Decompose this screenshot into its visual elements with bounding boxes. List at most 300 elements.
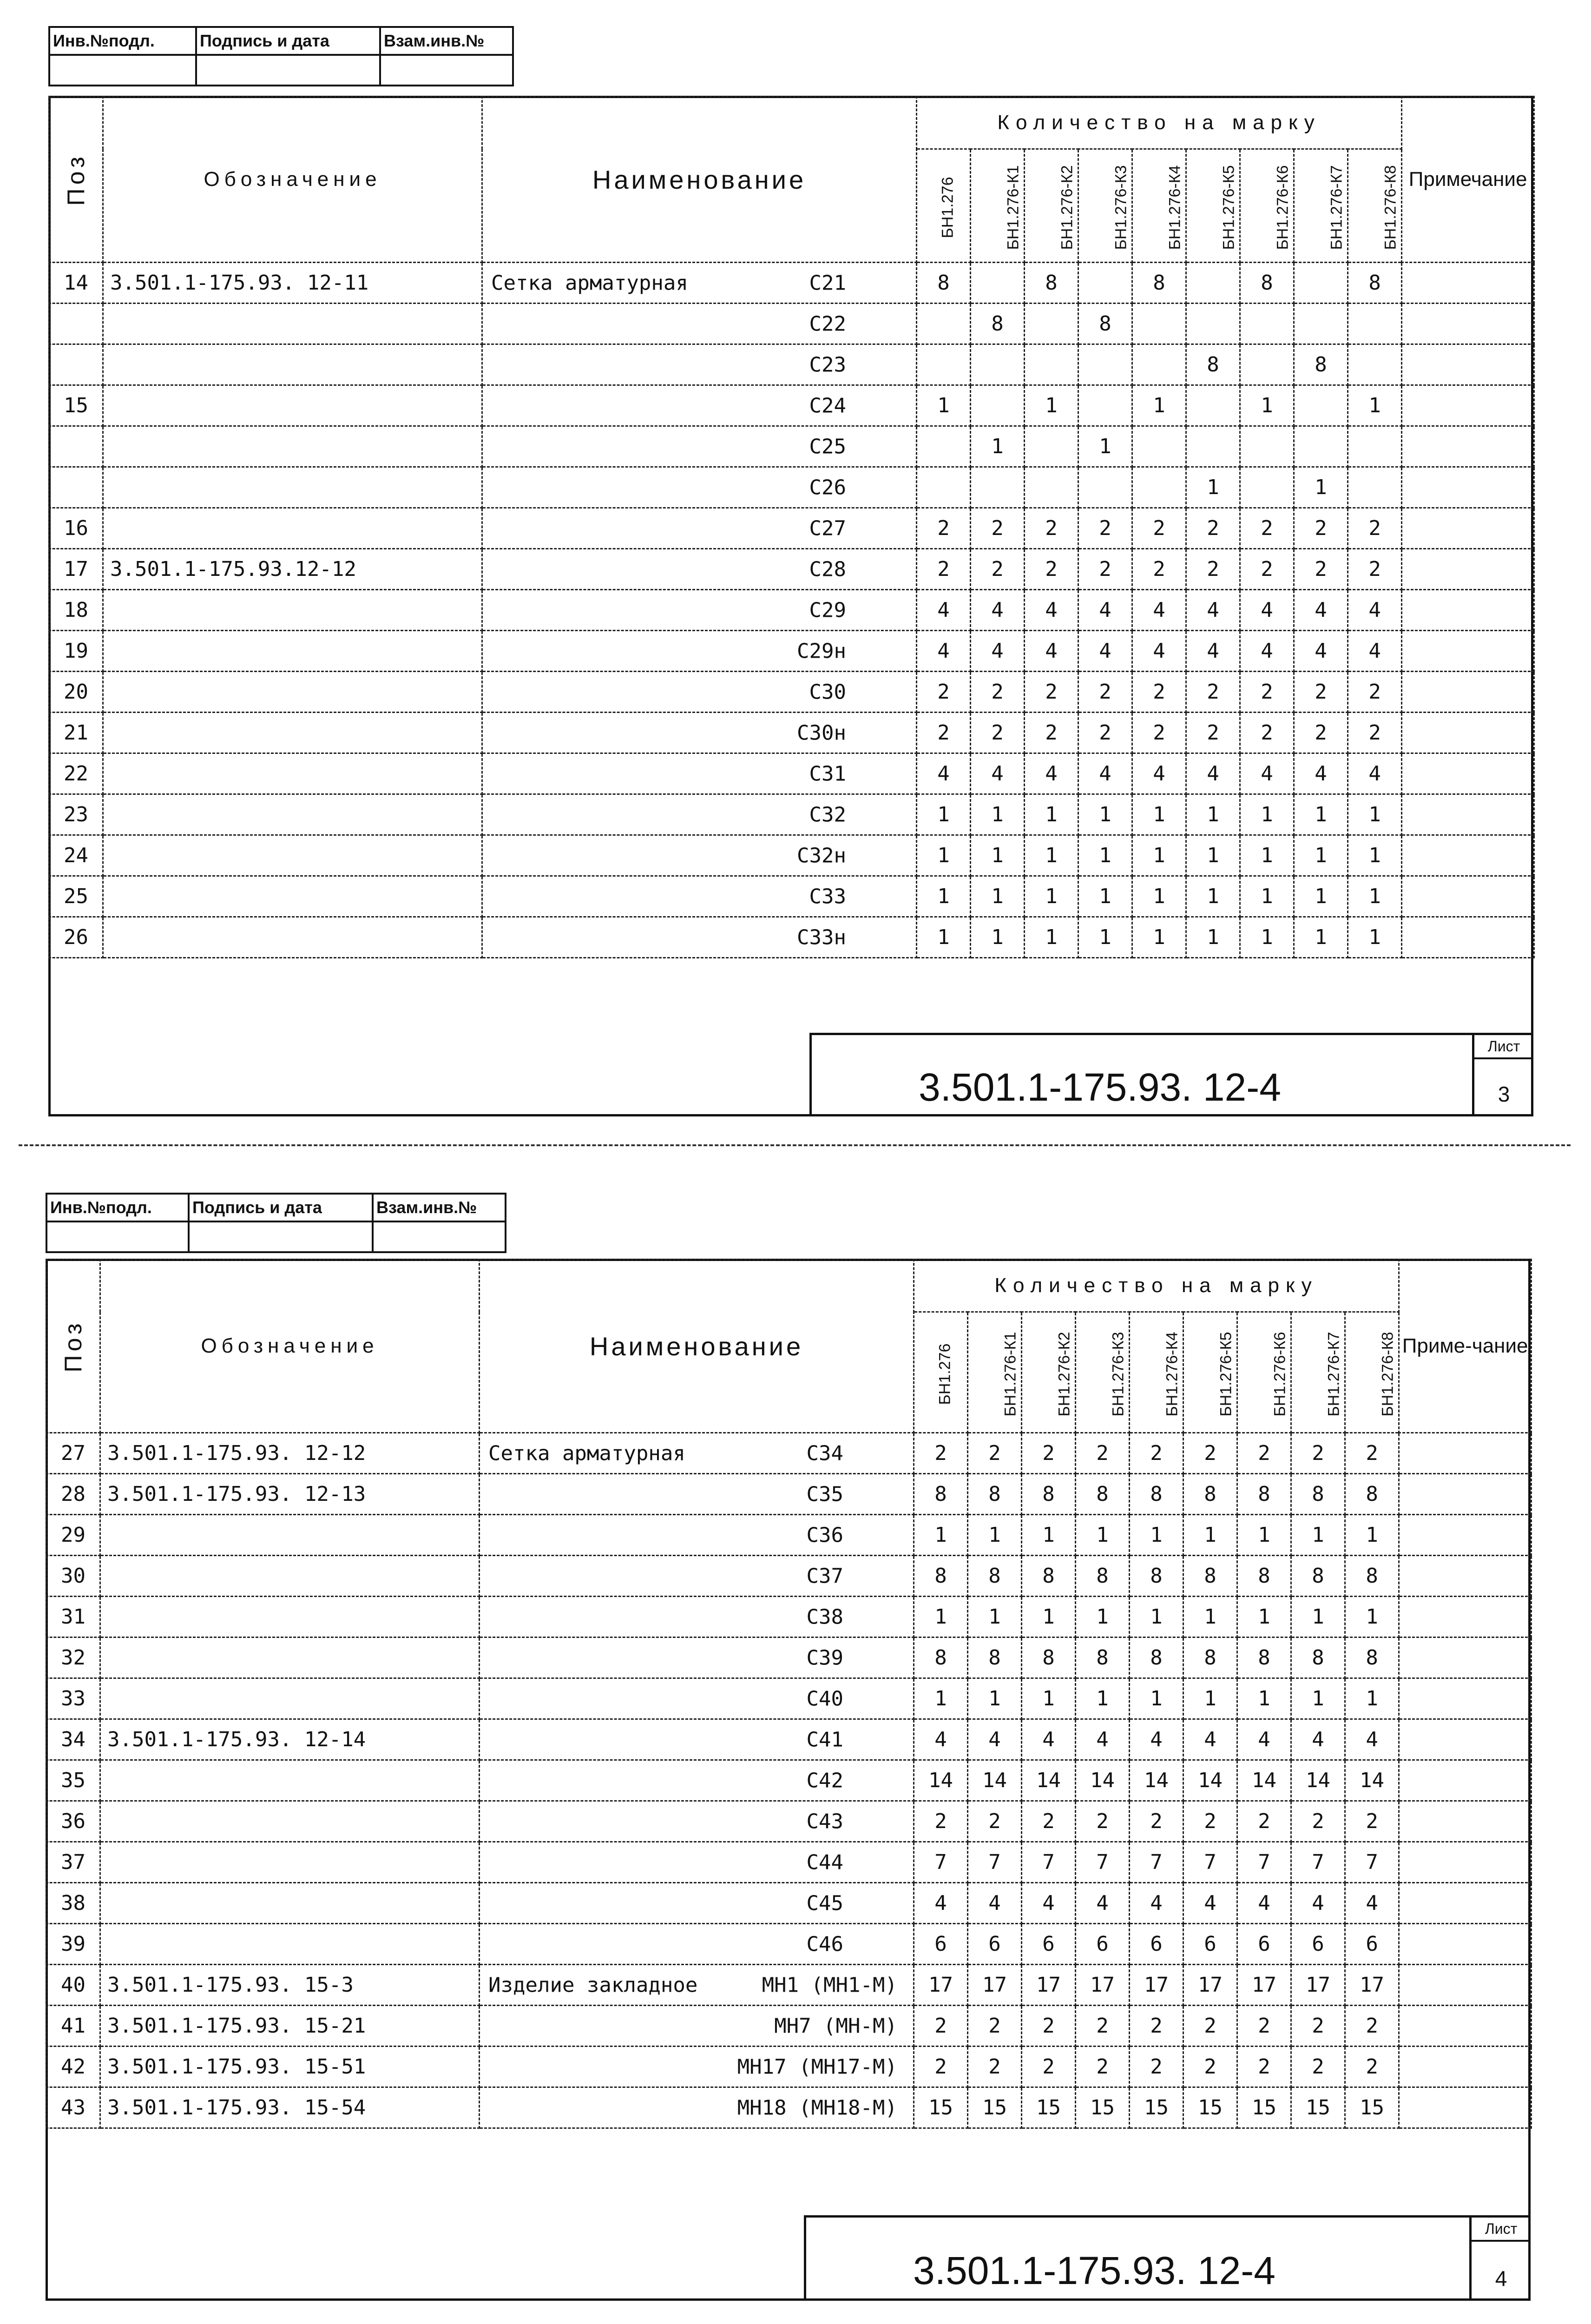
quantity-cell: 1 (917, 917, 971, 958)
item-code: С31 (809, 762, 846, 786)
item-code: С34 (806, 1441, 843, 1465)
mark-header: БН1.276-К2 (1025, 149, 1078, 263)
quantity-cell: 1 (1345, 1597, 1399, 1637)
quantity-cell: 1 (1078, 794, 1132, 835)
note-cell (1399, 1924, 1532, 1965)
quantity-cell: 1 (971, 835, 1025, 876)
quantity-cell (1348, 426, 1402, 467)
note-cell (1402, 631, 1534, 672)
pos-cell: 21 (49, 713, 103, 753)
quantity-cell: 8 (1348, 263, 1402, 304)
item-code: С28 (809, 557, 846, 581)
quantity-cell: 1 (1186, 917, 1240, 958)
designation-cell (100, 1760, 480, 1801)
quantity-cell: 14 (1291, 1760, 1345, 1801)
pos-cell: 15 (49, 385, 103, 426)
quantity-cell: 8 (1240, 263, 1294, 304)
quantity-cell (1240, 344, 1294, 385)
header-pos: Поз (49, 97, 103, 263)
quantity-cell: 14 (1237, 1760, 1291, 1801)
quantity-cell (1186, 263, 1240, 304)
quantity-cell (1240, 304, 1294, 344)
designation-cell (100, 1842, 480, 1883)
table-row (46, 1597, 1532, 1637)
name-cell (482, 753, 917, 794)
table-row (49, 549, 1534, 590)
mark-header: БН1.276-К4 (1130, 1312, 1183, 1433)
item-name: Изделие закладное (488, 1973, 698, 1997)
designation-cell: 3.501.1-175.93. 15-3 (100, 1965, 480, 2006)
note-cell (1402, 590, 1534, 631)
quantity-cell: 2 (1345, 2047, 1399, 2087)
quantity-cell: 4 (1237, 1719, 1291, 1760)
pos-cell: 23 (49, 794, 103, 835)
name-cell (480, 1842, 914, 1883)
name-cell (482, 794, 917, 835)
name-cell (480, 2087, 914, 2128)
quantity-cell: 7 (1022, 1842, 1076, 1883)
quantity-cell: 8 (1078, 304, 1132, 344)
name-cell (482, 344, 917, 385)
item-code: С33н (797, 925, 846, 949)
pos-cell (49, 467, 103, 508)
item-code: С23 (809, 353, 846, 376)
quantity-cell: 1 (1237, 1597, 1291, 1637)
quantity-cell: 4 (914, 1883, 968, 1924)
quantity-cell: 1 (1022, 1597, 1076, 1637)
specification-table (48, 96, 1535, 958)
quantity-cell: 2 (917, 713, 971, 753)
quantity-cell: 1 (917, 794, 971, 835)
quantity-cell: 7 (914, 1842, 968, 1883)
designation-cell (103, 794, 482, 835)
quantity-cell: 4 (1294, 631, 1348, 672)
name-cell (480, 1637, 914, 1678)
quantity-cell: 8 (1183, 1556, 1237, 1597)
mark-header: БН1.276-К5 (1186, 149, 1240, 263)
quantity-cell (1186, 304, 1240, 344)
table-row (49, 385, 1534, 426)
mark-header: БН1.276-К4 (1132, 149, 1186, 263)
quantity-cell: 1 (1291, 1597, 1345, 1637)
quantity-cell: 1 (1186, 876, 1240, 917)
pos-cell: 14 (49, 263, 103, 304)
quantity-cell: 4 (971, 753, 1025, 794)
pos-cell: 26 (49, 917, 103, 958)
quantity-cell: 2 (1348, 713, 1402, 753)
quantity-cell: 1 (917, 835, 971, 876)
quantity-cell (971, 263, 1025, 304)
pos-cell (49, 426, 103, 467)
mark-header: БН1.276-К6 (1237, 1312, 1291, 1433)
quantity-cell: 2 (1078, 672, 1132, 713)
quantity-cell: 8 (968, 1556, 1022, 1597)
note-cell (1402, 835, 1534, 876)
quantity-cell: 8 (968, 1637, 1022, 1678)
mark-header: БН1.276-К5 (1183, 1312, 1237, 1433)
header-quantity: Количество на марку (917, 97, 1402, 149)
quantity-cell: 2 (1022, 1801, 1076, 1842)
quantity-cell (1025, 426, 1078, 467)
quantity-cell: 17 (1345, 1965, 1399, 2006)
quantity-cell: 2 (1130, 2006, 1183, 2047)
name-cell (480, 2047, 914, 2087)
quantity-cell (971, 467, 1025, 508)
quantity-cell: 2 (1294, 713, 1348, 753)
name-cell (480, 1760, 914, 1801)
pos-cell: 25 (49, 876, 103, 917)
note-cell (1399, 1556, 1532, 1597)
header-name: Наименование (480, 1260, 914, 1433)
item-code: С35 (806, 1482, 843, 1506)
quantity-cell: 8 (1183, 1474, 1237, 1515)
quantity-cell: 4 (1022, 1719, 1076, 1760)
quantity-cell: 1 (1240, 876, 1294, 917)
quantity-cell: 4 (1345, 1883, 1399, 1924)
quantity-cell: 2 (1132, 549, 1186, 590)
name-cell (480, 1433, 914, 1474)
quantity-cell (1078, 263, 1132, 304)
item-code: С41 (806, 1728, 843, 1751)
quantity-cell: 1 (971, 426, 1025, 467)
name-cell (482, 672, 917, 713)
quantity-cell: 1 (917, 876, 971, 917)
quantity-cell: 2 (968, 2047, 1022, 2087)
quantity-cell: 4 (1186, 631, 1240, 672)
quantity-cell: 1 (1294, 467, 1348, 508)
designation-cell: 3.501.1-175.93. 12-13 (100, 1474, 480, 1515)
designation-cell (100, 1883, 480, 1924)
quantity-cell: 8 (1076, 1474, 1130, 1515)
quantity-cell: 1 (917, 385, 971, 426)
quantity-cell: 2 (914, 2047, 968, 2087)
mark-header: БН1.276-К7 (1291, 1312, 1345, 1433)
quantity-cell: 2 (1132, 713, 1186, 753)
quantity-cell: 1 (1237, 1515, 1291, 1556)
designation-cell: 3.501.1-175.93. 15-54 (100, 2087, 480, 2128)
designation-cell (103, 713, 482, 753)
quantity-cell: 1 (1130, 1678, 1183, 1719)
quantity-cell: 6 (1183, 1924, 1237, 1965)
note-cell (1402, 794, 1534, 835)
note-cell (1399, 1597, 1532, 1637)
pos-cell: 34 (46, 1719, 100, 1760)
quantity-cell: 1 (914, 1597, 968, 1637)
quantity-cell: 1 (1025, 876, 1078, 917)
quantity-cell (917, 467, 971, 508)
stamp-cell (49, 55, 196, 86)
quantity-cell: 7 (1291, 1842, 1345, 1883)
quantity-cell: 1 (1348, 917, 1402, 958)
mark-header: БН1.276 (914, 1312, 968, 1433)
note-cell (1402, 263, 1534, 304)
quantity-cell: 4 (1240, 590, 1294, 631)
quantity-cell: 1 (1078, 876, 1132, 917)
name-cell (480, 1719, 914, 1760)
stamp-vzam: Взам.инв.№ (373, 1194, 506, 1221)
quantity-cell: 2 (971, 508, 1025, 549)
quantity-cell: 2 (1345, 1433, 1399, 1474)
quantity-cell: 2 (968, 1433, 1022, 1474)
quantity-cell: 2 (1183, 2006, 1237, 2047)
quantity-cell: 1 (1186, 794, 1240, 835)
stamp-inv-podl: Инв.№подл. (46, 1194, 189, 1221)
item-code: МН7 (МН-М) (774, 2014, 897, 2038)
sheet-number-box (1472, 1035, 1533, 1116)
quantity-cell: 1 (1294, 917, 1348, 958)
item-code: С32н (797, 844, 846, 867)
quantity-cell: 8 (1291, 1474, 1345, 1515)
designation-cell (103, 385, 482, 426)
designation-cell: 3.501.1-175.93. 12-14 (100, 1719, 480, 1760)
mark-header: БН1.276-К3 (1078, 149, 1132, 263)
quantity-cell: 4 (1348, 590, 1402, 631)
header-note: Приме-чание (1399, 1260, 1532, 1433)
quantity-cell: 14 (1022, 1760, 1076, 1801)
quantity-cell: 2 (1025, 549, 1078, 590)
item-code: С27 (809, 516, 846, 540)
quantity-cell: 2 (1291, 1433, 1345, 1474)
sheet-number: 3 (1498, 1082, 1510, 1106)
quantity-cell: 2 (1291, 1801, 1345, 1842)
quantity-cell (1186, 385, 1240, 426)
quantity-cell: 2 (971, 713, 1025, 753)
quantity-cell: 8 (1130, 1474, 1183, 1515)
quantity-cell: 1 (1025, 835, 1078, 876)
quantity-cell: 2 (917, 549, 971, 590)
quantity-cell: 15 (1022, 2087, 1076, 2128)
pos-cell: 32 (46, 1637, 100, 1678)
quantity-cell: 4 (1130, 1883, 1183, 1924)
quantity-cell: 1 (1348, 794, 1402, 835)
quantity-cell: 2 (1348, 672, 1402, 713)
quantity-cell (1132, 467, 1186, 508)
quantity-cell: 2 (1130, 1433, 1183, 1474)
quantity-cell: 6 (1076, 1924, 1130, 1965)
stamp-cell (189, 1221, 373, 1252)
quantity-cell: 4 (1186, 753, 1240, 794)
item-code: С24 (809, 394, 846, 417)
pos-cell: 17 (49, 549, 103, 590)
item-code: С29 (809, 598, 846, 622)
quantity-cell: 8 (1345, 1556, 1399, 1597)
title-block (809, 1033, 1533, 1116)
pos-cell: 33 (46, 1678, 100, 1719)
quantity-cell: 2 (1237, 1801, 1291, 1842)
quantity-cell: 1 (1294, 794, 1348, 835)
item-code: С42 (806, 1769, 843, 1792)
quantity-cell: 15 (1345, 2087, 1399, 2128)
quantity-cell: 6 (1291, 1924, 1345, 1965)
quantity-cell: 1 (1132, 835, 1186, 876)
quantity-cell: 1 (1132, 385, 1186, 426)
quantity-cell: 1 (1240, 385, 1294, 426)
table-row (49, 876, 1534, 917)
quantity-cell: 8 (1130, 1637, 1183, 1678)
quantity-cell: 2 (1186, 508, 1240, 549)
designation-cell (100, 1515, 480, 1556)
page-divider (19, 1144, 1571, 1146)
quantity-cell: 2 (1240, 508, 1294, 549)
quantity-cell: 2 (1183, 2047, 1237, 2087)
designation-cell (103, 467, 482, 508)
pos-cell (49, 344, 103, 385)
name-cell (480, 1597, 914, 1637)
name-cell (482, 876, 917, 917)
quantity-cell: 4 (1078, 590, 1132, 631)
mark-header: БН1.276-К8 (1348, 149, 1402, 263)
designation-cell (103, 508, 482, 549)
quantity-cell: 2 (1076, 2006, 1130, 2047)
quantity-cell: 8 (1183, 1637, 1237, 1678)
note-cell (1402, 426, 1534, 467)
quantity-cell: 1 (1076, 1678, 1130, 1719)
quantity-cell: 4 (1025, 753, 1078, 794)
quantity-cell (1132, 344, 1186, 385)
header-pos: Поз (46, 1260, 100, 1433)
pos-cell: 35 (46, 1760, 100, 1801)
table-row (49, 631, 1534, 672)
item-code: С43 (806, 1809, 843, 1833)
item-code: МН17 (МН17-М) (737, 2055, 897, 2079)
quantity-cell: 1 (1130, 1597, 1183, 1637)
quantity-cell: 1 (1240, 917, 1294, 958)
pos-cell: 36 (46, 1801, 100, 1842)
quantity-cell: 8 (1345, 1474, 1399, 1515)
note-cell (1399, 1801, 1532, 1842)
quantity-cell: 2 (1291, 2047, 1345, 2087)
designation-cell (100, 1556, 480, 1597)
name-cell (482, 631, 917, 672)
mark-header: БН1.276-К3 (1076, 1312, 1130, 1433)
designation-cell (103, 631, 482, 672)
designation-cell (103, 753, 482, 794)
stamp-cell (380, 55, 513, 86)
quantity-cell: 4 (1291, 1719, 1345, 1760)
quantity-cell: 1 (1186, 835, 1240, 876)
name-cell (482, 835, 917, 876)
quantity-cell: 8 (1076, 1556, 1130, 1597)
note-cell (1402, 672, 1534, 713)
pos-cell (49, 304, 103, 344)
note-cell (1402, 876, 1534, 917)
note-cell (1402, 344, 1534, 385)
name-cell (482, 467, 917, 508)
quantity-cell: 8 (1237, 1556, 1291, 1597)
item-code: С44 (806, 1850, 843, 1874)
sheet-label: Лист (1472, 2218, 1531, 2242)
table-row (49, 713, 1534, 753)
quantity-cell: 4 (917, 590, 971, 631)
quantity-cell: 1 (1294, 835, 1348, 876)
table-row (49, 590, 1534, 631)
quantity-cell: 4 (1132, 590, 1186, 631)
quantity-cell: 1 (1237, 1678, 1291, 1719)
note-cell (1399, 1474, 1532, 1515)
pos-cell: 39 (46, 1924, 100, 1965)
quantity-cell: 1 (1240, 835, 1294, 876)
name-cell (482, 508, 917, 549)
quantity-cell: 17 (1022, 1965, 1076, 2006)
quantity-cell: 2 (968, 1801, 1022, 1842)
quantity-cell: 17 (914, 1965, 968, 2006)
approval-stamp (48, 26, 514, 86)
sheet-number: 4 (1495, 2266, 1507, 2291)
table-row (46, 1965, 1532, 2006)
quantity-cell: 2 (971, 672, 1025, 713)
note-cell (1399, 1678, 1532, 1719)
quantity-cell: 8 (1130, 1556, 1183, 1597)
pos-cell: 38 (46, 1883, 100, 1924)
designation-cell (103, 344, 482, 385)
quantity-cell: 1 (1183, 1678, 1237, 1719)
note-cell (1399, 1719, 1532, 1760)
quantity-cell: 4 (1130, 1719, 1183, 1760)
name-cell (482, 263, 917, 304)
table-row (49, 794, 1534, 835)
note-cell (1402, 753, 1534, 794)
quantity-cell: 1 (971, 794, 1025, 835)
note-cell (1399, 1637, 1532, 1678)
quantity-cell (1240, 467, 1294, 508)
note-cell (1402, 508, 1534, 549)
quantity-cell: 1 (914, 1678, 968, 1719)
quantity-cell: 1 (1078, 835, 1132, 876)
quantity-cell: 1 (1076, 1597, 1130, 1637)
designation-cell: 3.501.1-175.93.12-12 (103, 549, 482, 590)
item-code: С33 (809, 885, 846, 908)
pos-cell: 37 (46, 1842, 100, 1883)
pos-cell: 42 (46, 2047, 100, 2087)
quantity-cell (917, 344, 971, 385)
quantity-cell: 2 (1022, 2006, 1076, 2047)
quantity-cell: 2 (1025, 713, 1078, 753)
quantity-cell: 8 (1025, 263, 1078, 304)
name-cell (482, 549, 917, 590)
quantity-cell: 2 (1294, 549, 1348, 590)
quantity-cell: 8 (1237, 1637, 1291, 1678)
table-row (46, 1515, 1532, 1556)
quantity-cell: 8 (917, 263, 971, 304)
table-row (46, 1637, 1532, 1678)
stamp-podpis: Подпись и дата (196, 27, 380, 55)
table-row (49, 467, 1534, 508)
quantity-cell: 14 (914, 1760, 968, 1801)
pos-cell: 30 (46, 1556, 100, 1597)
item-code: С38 (806, 1605, 843, 1629)
quantity-cell (1132, 426, 1186, 467)
stamp-cell (196, 55, 380, 86)
quantity-cell: 15 (968, 2087, 1022, 2128)
designation-cell: 3.501.1-175.93. 15-21 (100, 2006, 480, 2047)
quantity-cell: 1 (1130, 1515, 1183, 1556)
quantity-cell: 1 (971, 876, 1025, 917)
quantity-cell: 2 (1130, 2047, 1183, 2087)
quantity-cell: 15 (1183, 2087, 1237, 2128)
quantity-cell: 8 (914, 1556, 968, 1597)
quantity-cell: 8 (968, 1474, 1022, 1515)
name-cell (480, 1474, 914, 1515)
item-code: С21 (809, 271, 846, 295)
quantity-cell: 2 (1186, 549, 1240, 590)
quantity-cell (971, 344, 1025, 385)
sheet-3 (0, 0, 1591, 1153)
item-code: С30н (797, 721, 846, 745)
designation-cell: 3.501.1-175.93. 12-12 (100, 1433, 480, 1474)
note-cell (1402, 385, 1534, 426)
designation-cell (103, 835, 482, 876)
quantity-cell (1348, 344, 1402, 385)
